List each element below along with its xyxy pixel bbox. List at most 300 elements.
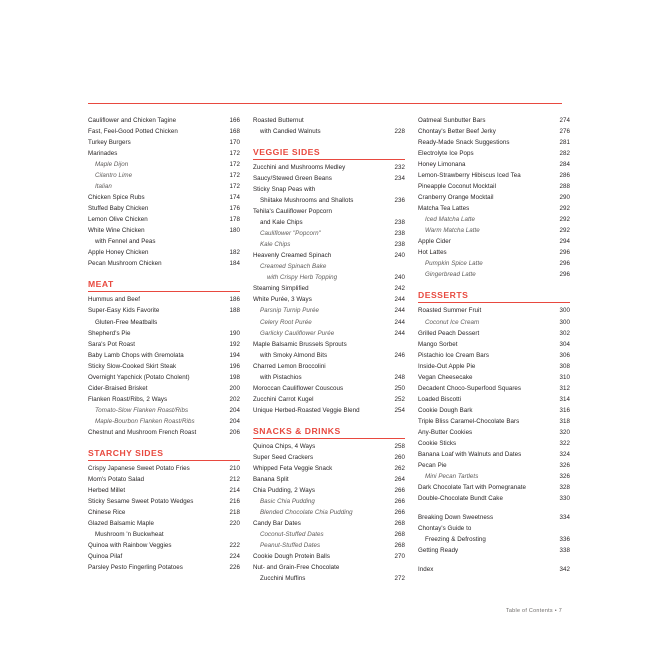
toc-entry-page: 262 <box>394 464 405 472</box>
toc-entry[interactable] <box>88 540 240 551</box>
toc-entry[interactable] <box>88 562 240 573</box>
toc-entry-title: Index <box>418 566 434 574</box>
toc-entry[interactable] <box>88 394 240 405</box>
toc-entry-title: Sticky Sesame Sweet Potato Wedges <box>88 497 194 505</box>
toc-entry[interactable] <box>88 328 240 339</box>
toc-entry-page: 282 <box>559 150 570 158</box>
toc-entry-title: Pineapple Coconut Mocktail <box>418 183 496 191</box>
toc-entry-page: 314 <box>559 395 570 403</box>
toc-entry-page: 178 <box>229 216 240 224</box>
toc-entry-title: Saucy/Stewed Green Beans <box>253 175 332 183</box>
toc-entry[interactable] <box>418 460 570 471</box>
toc-group <box>88 115 240 269</box>
toc-entry-page: 188 <box>229 307 240 315</box>
toc-entry[interactable] <box>418 482 570 493</box>
toc-entry-page: 328 <box>559 483 570 491</box>
toc-entry[interactable] <box>88 148 240 159</box>
toc-entry[interactable] <box>418 159 570 170</box>
toc-entry[interactable] <box>418 328 570 339</box>
toc-entry-page: 330 <box>559 495 570 502</box>
toc-entry[interactable] <box>88 115 240 126</box>
toc-entry[interactable] <box>88 405 240 416</box>
toc-entry[interactable] <box>418 449 570 460</box>
toc-entry[interactable] <box>418 405 570 416</box>
toc-entry[interactable] <box>418 269 570 280</box>
toc-entry[interactable] <box>418 181 570 192</box>
toc-entry[interactable] <box>88 203 240 214</box>
toc-entry[interactable] <box>88 350 240 361</box>
toc-entry-title: Maple Balsamic Brussels Sprouts <box>253 340 347 348</box>
toc-entry-title: Flanken Roast/Ribs, 2 Ways <box>88 395 168 403</box>
toc-entry-title: Steaming Simplified <box>253 285 309 293</box>
toc-entry-page: 326 <box>559 472 570 480</box>
toc-entry-page: 308 <box>559 362 570 370</box>
toc-entry-title: Apple Honey Chicken <box>88 249 149 257</box>
toc-group <box>418 305 570 504</box>
section-heading: VEGGIE SIDES <box>253 147 405 160</box>
toc-entry[interactable] <box>418 339 570 350</box>
toc-entry[interactable] <box>253 452 405 463</box>
toc-entry-title: Super-Easy Kids Favorite <box>88 307 160 315</box>
toc-entry-title: Banana Loaf with Walnuts and Dates <box>418 450 522 458</box>
toc-entry[interactable] <box>418 471 570 482</box>
toc-entry[interactable] <box>253 551 405 562</box>
toc-entry-title: Shiitake Mushrooms and Shallots <box>260 197 354 205</box>
toc-entry[interactable] <box>88 170 240 181</box>
section-heading: STARCHY SIDES <box>88 448 240 461</box>
toc-entry[interactable] <box>253 206 405 217</box>
toc-entry-page: 172 <box>229 183 240 191</box>
toc-entry-page: 252 <box>394 395 405 403</box>
toc-entry-title: Triple Bliss Caramel-Chocolate Bars <box>418 417 520 425</box>
toc-entry[interactable] <box>253 261 405 272</box>
toc-entry[interactable] <box>418 545 570 556</box>
toc-entry[interactable] <box>88 317 240 328</box>
toc-entry-page: 174 <box>229 194 240 202</box>
toc-entry-title: Zucchini Muffins <box>260 575 306 583</box>
toc-entry-title: Chontay's Guide to <box>418 525 472 533</box>
toc-entry-page: 210 <box>229 464 240 472</box>
toc-entry[interactable] <box>88 496 240 507</box>
toc-entry-title: Pecan Pie <box>418 461 447 469</box>
toc-entry[interactable] <box>418 192 570 203</box>
toc-entry[interactable] <box>88 416 240 427</box>
toc-entry[interactable] <box>418 148 570 159</box>
toc-entry-title: Decadent Choco-Superfood Squares <box>418 384 522 392</box>
toc-entry-page: 268 <box>394 542 405 550</box>
toc-entry[interactable] <box>88 463 240 474</box>
toc-entry[interactable] <box>88 474 240 485</box>
toc-entry-page: 236 <box>394 197 405 205</box>
toc-entry[interactable] <box>253 184 405 195</box>
toc-entry-title: Sara's Pot Roast <box>88 340 136 348</box>
toc-entry-page: 266 <box>394 486 405 494</box>
toc-entry-title: Coconut-Stuffed Dates <box>260 531 324 539</box>
toc-entry[interactable] <box>253 228 405 239</box>
toc-entry-page: 304 <box>559 340 570 348</box>
toc-entry-page: 166 <box>229 117 240 124</box>
toc-entry-title: Sticky Snap Peas with <box>253 186 316 194</box>
section-heading: DESSERTS <box>418 290 570 303</box>
toc-entry-title: and Kale Chips <box>260 219 303 227</box>
toc-entry-page: 320 <box>559 428 570 436</box>
toc-entry-page: 290 <box>559 194 570 202</box>
toc-entry-page: 168 <box>229 128 240 136</box>
toc-entry[interactable] <box>253 350 405 361</box>
toc-entry[interactable] <box>253 317 405 328</box>
toc-entry-page: 312 <box>559 384 570 392</box>
toc-entry-title: Heavenly Creamed Spinach <box>253 252 332 260</box>
toc-entry-title: Ready-Made Snack Suggestions <box>418 139 510 147</box>
toc-entry-page: 212 <box>229 475 240 483</box>
toc-entry[interactable] <box>253 339 405 350</box>
toc-entry-title: Mango Sorbet <box>418 340 458 348</box>
toc-entry-page: 214 <box>229 486 240 494</box>
toc-entry-title: Chicken Spice Rubs <box>88 194 145 202</box>
toc-entry-title: Roasted Summer Fruit <box>418 307 482 315</box>
toc-entry-page: 180 <box>229 227 240 235</box>
toc-entry-title: Peanut-Stuffed Dates <box>260 542 321 550</box>
toc-entry-page: 292 <box>559 205 570 213</box>
toc-group <box>418 512 570 556</box>
toc-entry-page: 300 <box>559 307 570 315</box>
toc-entry[interactable] <box>253 250 405 261</box>
toc-entry[interactable] <box>253 294 405 305</box>
toc-entry-page: 246 <box>394 351 405 359</box>
toc-entry-page: 238 <box>394 241 405 249</box>
toc-entry[interactable] <box>253 529 405 540</box>
toc-entry-page: 186 <box>229 296 240 304</box>
toc-entry-page: 244 <box>394 296 405 304</box>
toc-entry-title: White Wine Chicken <box>88 227 145 235</box>
toc-entry-page: 172 <box>229 161 240 169</box>
toc-entry-page: 240 <box>394 274 405 282</box>
toc-entry-page: 302 <box>559 329 570 337</box>
toc-entry[interactable] <box>418 512 570 523</box>
toc-entry[interactable] <box>253 383 405 394</box>
header-rule <box>88 103 562 104</box>
toc-entry[interactable] <box>88 339 240 350</box>
toc-entry[interactable] <box>88 181 240 192</box>
toc-entry-page: 204 <box>229 417 240 425</box>
toc-entry[interactable] <box>253 272 405 283</box>
toc-entry-page: 300 <box>559 318 570 326</box>
toc-entry-page: 336 <box>559 536 570 544</box>
toc-entry-page: 276 <box>559 128 570 136</box>
toc-entry-page: 306 <box>559 351 570 359</box>
toc-entry-page: 270 <box>394 553 405 561</box>
toc-entry-title: Coconut Ice Cream <box>425 318 480 326</box>
toc-entry-page: 172 <box>229 150 240 158</box>
toc-entry-page: 244 <box>394 329 405 337</box>
toc-entry-title: Herbed Millet <box>88 486 126 494</box>
toc-entry-page: 238 <box>394 230 405 238</box>
toc-entry-title: Nut- and Grain-Free Chocolate <box>253 564 340 572</box>
toc-entry-title: Blended Chocolate Chia Pudding <box>260 508 353 516</box>
toc-entry-title: Cookie Sticks <box>418 439 457 447</box>
toc-entry-title: Breaking Down Sweetness <box>418 514 494 522</box>
toc-entry-title: Parsley Pesto Fingerling Potatoes <box>88 564 183 572</box>
toc-entry-page: 232 <box>394 164 405 172</box>
toc-entry[interactable] <box>253 328 405 339</box>
toc-entry[interactable] <box>253 217 405 228</box>
toc-entry-page: 296 <box>559 260 570 268</box>
toc-entry-page: 326 <box>559 461 570 469</box>
toc-entry[interactable] <box>88 192 240 203</box>
toc-entry-title: Cranberry Orange Mocktail <box>418 194 494 202</box>
toc-entry[interactable] <box>253 162 405 173</box>
toc-entry[interactable] <box>253 474 405 485</box>
toc-entry[interactable] <box>253 518 405 529</box>
toc-entry[interactable] <box>253 441 405 452</box>
toc-entry-page: 281 <box>559 139 570 147</box>
toc-entry-title: Mushroom 'n Buckwheat <box>95 531 164 539</box>
toc-entry[interactable] <box>88 258 240 269</box>
toc-entry-title: Chinese Rice <box>88 508 126 516</box>
toc-entry-page: 296 <box>559 271 570 279</box>
toc-entry[interactable] <box>253 372 405 383</box>
toc-entry-title: Baby Lamb Chops with Gremolata <box>88 351 184 359</box>
toc-entry-page: 234 <box>394 175 405 183</box>
toc-entry[interactable] <box>418 305 570 316</box>
toc-entry-title: Freezing & Defrosting <box>425 536 486 544</box>
toc-entry-page: 286 <box>559 172 570 180</box>
toc-entry-page: 242 <box>394 285 405 293</box>
toc-entry-page: 184 <box>229 260 240 268</box>
toc-entry[interactable] <box>88 137 240 148</box>
toc-entry-title: Double-Chocolate Bundt Cake <box>418 495 503 502</box>
toc-entry[interactable] <box>253 283 405 294</box>
toc-entry[interactable] <box>418 493 570 504</box>
toc-entry[interactable] <box>253 573 405 584</box>
toc-entry-title: Turkey Burgers <box>88 139 131 147</box>
toc-entry[interactable] <box>253 394 405 405</box>
toc-entry-title: Creamed Spinach Bake <box>260 263 327 271</box>
toc-entry[interactable] <box>88 236 240 247</box>
toc-entry[interactable] <box>418 416 570 427</box>
toc-entry-page: 176 <box>229 205 240 213</box>
toc-columns <box>88 115 570 584</box>
toc-entry-title: Celery Root Purée <box>260 318 312 326</box>
toc-column-3 <box>418 115 570 584</box>
toc-entry[interactable] <box>418 427 570 438</box>
toc-entry-title: Pumpkin Spice Latte <box>425 260 483 268</box>
toc-entry[interactable] <box>418 372 570 383</box>
toc-entry-title: Italian <box>95 183 112 191</box>
toc-entry[interactable] <box>418 383 570 394</box>
toc-entry-page: 272 <box>394 575 405 583</box>
toc-entry-title: Quinoa with Rainbow Veggies <box>88 542 172 550</box>
toc-entry[interactable] <box>418 214 570 225</box>
toc-entry[interactable] <box>253 463 405 474</box>
toc-entry[interactable] <box>253 507 405 518</box>
toc-entry-title: Gluten-Free Meatballs <box>95 318 158 326</box>
toc-entry-title: Garlicky Cauliflower Purée <box>260 329 335 337</box>
toc-entry[interactable] <box>418 350 570 361</box>
section-heading: SNACKS & DRINKS <box>253 426 405 439</box>
toc-entry[interactable] <box>253 485 405 496</box>
toc-entry-page: 244 <box>394 318 405 326</box>
toc-entry[interactable] <box>253 126 405 137</box>
toc-entry-title: Candy Bar Dates <box>253 520 301 527</box>
toc-entry[interactable] <box>418 247 570 258</box>
toc-entry[interactable] <box>253 405 405 416</box>
toc-entry-page: 222 <box>229 542 240 550</box>
toc-entry-title: Cookie Dough Protein Balls <box>253 553 330 561</box>
toc-entry-title: Crispy Japanese Sweet Potato Fries <box>88 464 190 472</box>
toc-entry-title: Iced Matcha Latte <box>425 216 476 224</box>
toc-entry-page: 250 <box>394 384 405 392</box>
toc-entry-page: 248 <box>394 373 405 381</box>
toc-entry[interactable] <box>418 236 570 247</box>
toc-entry[interactable] <box>253 496 405 507</box>
toc-entry-page: 194 <box>229 351 240 359</box>
toc-entry-title: Tehila's Cauliflower Popcorn <box>253 208 332 216</box>
toc-entry[interactable] <box>88 529 240 540</box>
toc-entry-title: Hot Lattes <box>418 249 447 257</box>
toc-entry-title: Pecan Mushroom Chicken <box>88 260 162 268</box>
toc-entry[interactable] <box>253 239 405 250</box>
toc-entry-title: Cilantro Lime <box>95 172 133 180</box>
toc-entry-title: Sticky Slow-Cooked Skirt Steak <box>88 362 177 370</box>
toc-entry-title: Any-Butter Cookies <box>418 428 473 436</box>
toc-entry[interactable] <box>418 170 570 181</box>
toc-entry-title: Shepherd's Pie <box>88 329 131 337</box>
toc-group <box>418 115 570 280</box>
toc-entry-title: Maple Dijon <box>95 161 129 169</box>
toc-entry[interactable] <box>88 507 240 518</box>
toc-entry[interactable] <box>88 126 240 137</box>
toc-entry-title: Chontay's Better Beef Jerky <box>418 128 496 136</box>
toc-entry[interactable] <box>253 173 405 184</box>
toc-entry-title: Warm Matcha Latte <box>425 227 480 235</box>
toc-entry[interactable] <box>418 361 570 372</box>
toc-entry[interactable] <box>418 225 570 236</box>
toc-entry[interactable] <box>418 523 570 534</box>
toc-entry-title: with Pistachios <box>260 373 302 381</box>
toc-entry-title: Inside-Out Apple Pie <box>418 362 476 370</box>
toc-entry-title: Parsnip Turnip Purée <box>260 307 320 315</box>
toc-entry[interactable] <box>253 305 405 316</box>
toc-entry-title: Cider-Braised Brisket <box>88 384 148 392</box>
toc-entry[interactable] <box>88 485 240 496</box>
toc-entry-title: Basic Chia Pudding <box>260 497 315 505</box>
toc-entry[interactable] <box>418 534 570 545</box>
toc-entry-title: Zucchini and Mushrooms Medley <box>253 164 346 172</box>
toc-entry[interactable] <box>418 438 570 449</box>
toc-entry-title: with Smoky Almond Bits <box>260 351 328 359</box>
toc-entry-page: 260 <box>394 453 405 461</box>
toc-entry-page: 334 <box>559 514 570 522</box>
toc-entry[interactable] <box>253 361 405 372</box>
toc-entry-page: 238 <box>394 219 405 227</box>
toc-entry[interactable] <box>418 203 570 214</box>
toc-entry-page: 284 <box>559 161 570 169</box>
toc-entry[interactable] <box>88 214 240 225</box>
toc-entry-page: 322 <box>559 439 570 447</box>
toc-entry-page: 216 <box>229 497 240 505</box>
toc-entry[interactable] <box>88 361 240 372</box>
toc-entry[interactable] <box>88 294 240 305</box>
toc-entry-title: Mom's Potato Salad <box>88 475 145 483</box>
toc-entry-page: 268 <box>394 520 405 527</box>
toc-entry-title: Cookie Dough Bark <box>418 406 473 414</box>
toc-entry-page: 198 <box>229 373 240 381</box>
toc-entry-page: 226 <box>229 564 240 572</box>
toc-entry-title: Loaded Biscotti <box>418 395 462 403</box>
toc-entry-page: 292 <box>559 216 570 224</box>
toc-entry-title: Vegan Cheesecake <box>418 373 473 381</box>
toc-entry-title: Glazed Balsamic Maple <box>88 520 155 527</box>
toc-entry[interactable] <box>253 195 405 206</box>
toc-entry[interactable] <box>88 427 240 438</box>
toc-entry-page: 296 <box>559 249 570 257</box>
toc-entry[interactable] <box>88 247 240 258</box>
toc-entry-title: with Crispy Herb Topping <box>267 274 338 282</box>
toc-entry-title: Charred Lemon Broccolini <box>253 362 326 370</box>
toc-entry-title: Chestnut and Mushroom French Roast <box>88 428 197 436</box>
toc-entry-page: 254 <box>394 406 405 414</box>
toc-entry-title: Matcha Tea Lattes <box>418 205 470 213</box>
toc-group <box>88 294 240 437</box>
toc-entry-title: Lemon-Strawberry Hibiscus Iced Tea <box>418 172 521 180</box>
toc-entry[interactable] <box>88 305 240 316</box>
toc-entry[interactable] <box>418 317 570 328</box>
toc-entry[interactable] <box>418 137 570 148</box>
toc-entry[interactable] <box>418 564 570 575</box>
toc-entry-title: Grilled Peach Dessert <box>418 329 480 337</box>
toc-entry-title: Banana Split <box>253 475 289 483</box>
toc-entry[interactable] <box>418 126 570 137</box>
toc-entry-page: 182 <box>229 249 240 257</box>
toc-entry[interactable] <box>418 394 570 405</box>
toc-entry[interactable] <box>253 115 405 126</box>
toc-entry-page: 324 <box>559 450 570 458</box>
toc-entry[interactable] <box>253 562 405 573</box>
toc-entry-title: White Purée, 3 Ways <box>253 296 312 304</box>
toc-entry-title: Overnight Yapchick (Potato Cholent) <box>88 373 190 381</box>
toc-entry-page: 204 <box>229 406 240 414</box>
toc-entry-title: Unique Herbed-Roasted Veggie Blend <box>253 406 360 414</box>
toc-entry-page: 206 <box>229 428 240 436</box>
toc-entry[interactable] <box>418 258 570 269</box>
toc-entry[interactable] <box>88 159 240 170</box>
toc-entry[interactable] <box>88 518 240 529</box>
toc-entry-title: Super Seed Crackers <box>253 453 314 461</box>
toc-entry[interactable] <box>88 551 240 562</box>
toc-entry-title: Cauliflower "Popcorn" <box>260 230 321 238</box>
toc-entry-title: Chia Pudding, 2 Ways <box>253 486 315 494</box>
toc-entry-page: 244 <box>394 307 405 315</box>
toc-entry[interactable] <box>88 225 240 236</box>
toc-group <box>253 162 405 416</box>
toc-entry-title: Fast, Feel-Good Potted Chicken <box>88 128 178 136</box>
toc-entry-page: 228 <box>394 128 405 136</box>
group-gap <box>418 504 570 512</box>
toc-entry[interactable] <box>88 372 240 383</box>
toc-entry[interactable] <box>418 115 570 126</box>
toc-entry-title: Pistachio Ice Cream Bars <box>418 351 490 359</box>
toc-entry-page: 266 <box>394 497 405 505</box>
toc-entry-page: 220 <box>229 520 240 527</box>
toc-entry-page: 274 <box>559 117 570 124</box>
toc-entry[interactable] <box>88 383 240 394</box>
toc-entry-title: Maple-Bourbon Flanken Roast/Ribs <box>95 417 195 425</box>
toc-entry-title: Honey Limonana <box>418 161 466 169</box>
toc-entry[interactable] <box>253 540 405 551</box>
toc-entry-title: Whipped Feta Veggie Snack <box>253 464 333 472</box>
page-footer: Table of Contents • 7 <box>505 608 562 614</box>
